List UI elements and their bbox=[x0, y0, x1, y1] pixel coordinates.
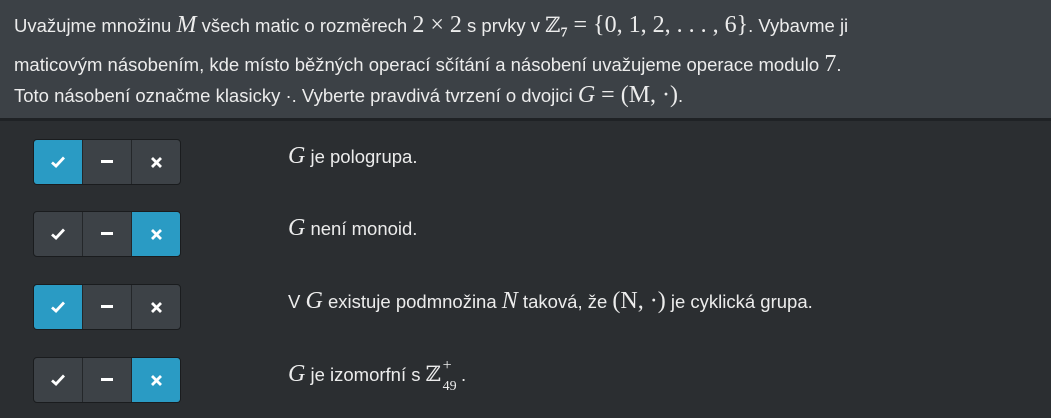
question-part: Uvažujme množinu bbox=[14, 15, 177, 36]
question-part: . bbox=[836, 53, 842, 75]
question-part: s prvky v bbox=[461, 15, 546, 36]
math-N: N bbox=[501, 288, 518, 314]
math-pair: = (M, ·) bbox=[595, 81, 679, 108]
statement-text bbox=[288, 213, 417, 244]
question-part: maticovým násobením, kde místo běžných operací sčítání a násobení uvažujeme operace modulo bbox=[14, 53, 825, 75]
statement-row-3 bbox=[0, 284, 1051, 332]
math-Z-sub: 7 bbox=[560, 25, 568, 41]
cross-icon bbox=[151, 157, 162, 168]
minus-icon bbox=[101, 305, 113, 309]
cross-icon bbox=[151, 375, 162, 386]
statement-row-4 bbox=[0, 357, 1051, 405]
math-G: G bbox=[288, 361, 306, 387]
cross-icon bbox=[151, 302, 162, 313]
statement-text bbox=[288, 286, 813, 317]
statement-text bbox=[288, 141, 417, 172]
divider bbox=[0, 118, 1051, 121]
statement-part: není monoid. bbox=[305, 218, 418, 239]
math-G: G bbox=[577, 81, 596, 108]
answer-toggle bbox=[33, 284, 181, 330]
math-pair-N: (N, ·) bbox=[612, 288, 666, 314]
neutral-button[interactable] bbox=[83, 358, 132, 402]
statement-part: existuje podmnožina bbox=[322, 291, 502, 312]
statement-part: je izomorfní s bbox=[305, 364, 426, 385]
cross-icon bbox=[151, 229, 162, 240]
math-sub: 49 bbox=[442, 379, 457, 394]
statement-part: je pologrupa. bbox=[305, 146, 418, 167]
math-Z: ℤ bbox=[425, 362, 441, 386]
answer-toggle bbox=[33, 357, 181, 403]
true-button[interactable] bbox=[34, 212, 83, 256]
statement-part: . bbox=[460, 364, 467, 385]
question-part: . bbox=[678, 84, 684, 106]
question-part: . Vybavme ji bbox=[748, 15, 849, 36]
question-text bbox=[0, 0, 1051, 118]
check-icon bbox=[51, 374, 65, 386]
false-button[interactable] bbox=[132, 212, 180, 256]
neutral-button[interactable] bbox=[83, 285, 132, 329]
minus-icon bbox=[101, 160, 113, 164]
math-G: G bbox=[305, 288, 323, 314]
math-Z: ℤ bbox=[545, 13, 561, 37]
statement-text bbox=[288, 357, 467, 394]
false-button[interactable] bbox=[132, 140, 180, 184]
check-icon bbox=[51, 301, 65, 313]
math-seven: 7 bbox=[824, 50, 837, 77]
neutral-button[interactable] bbox=[83, 212, 132, 256]
answer-toggle bbox=[33, 139, 181, 185]
math-G: G bbox=[288, 215, 306, 241]
statement-part: V bbox=[288, 291, 306, 312]
question-part: všech matic o rozměrech bbox=[196, 15, 413, 36]
math-sup: + bbox=[442, 357, 452, 374]
math-M: M bbox=[176, 12, 197, 38]
true-button[interactable] bbox=[34, 285, 83, 329]
neutral-button[interactable] bbox=[83, 140, 132, 184]
math-set: = {0, 1, 2, . . . , 6} bbox=[567, 12, 749, 38]
true-button[interactable] bbox=[34, 140, 83, 184]
statement-row-2 bbox=[0, 211, 1051, 259]
check-icon bbox=[51, 156, 65, 168]
question-part: Toto násobení označme klasicky ·. Vyberte pravdivá tvrzení o dvojici bbox=[14, 84, 578, 106]
minus-icon bbox=[101, 378, 113, 382]
math-G: G bbox=[288, 143, 306, 169]
minus-icon bbox=[101, 232, 113, 236]
false-button[interactable] bbox=[132, 285, 180, 329]
check-icon bbox=[51, 228, 65, 240]
math-Z49 bbox=[425, 357, 457, 394]
statement-part: je cyklická grupa. bbox=[665, 291, 813, 312]
statement-row-1 bbox=[0, 139, 1051, 187]
false-button[interactable] bbox=[132, 358, 180, 402]
true-button[interactable] bbox=[34, 358, 83, 402]
statement-part: taková, že bbox=[517, 291, 613, 312]
math-dims: 2 × 2 bbox=[412, 12, 462, 38]
answer-toggle bbox=[33, 211, 181, 257]
